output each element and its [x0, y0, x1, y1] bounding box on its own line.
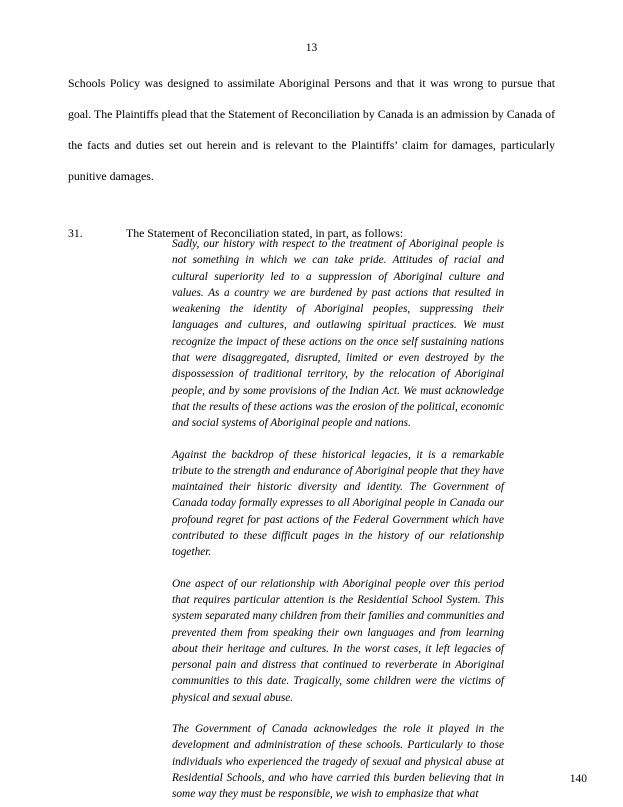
- quote-paragraph: Sadly, our history with respect to the treatment of Aboriginal people is not something in which we can take pride. Attitudes of racial and cultural superiority led to a suppression of Aboriginal culture and values. As a country we are burdened by past actions that resulted in weakening the identity of Aboriginal peoples, suppressing their languages and cultures, and outlawing spiritual practices. We must recognize the impact of these actions on the once self sustaining nations that were disaggregated, disrupted, limited or even destroyed by the dispossession of traditional territory, by the relocation of Aboriginal people, and by some provisions of the Indian Act. We must acknowledge that the results of these actions was the erosion of the political, economic and social systems of Aboriginal people and nations.: [172, 238, 504, 430]
- paragraph-number-text: The Statement of Reconciliation stated, in part, as follows:: [126, 226, 404, 240]
- page-number-header: 13: [305, 42, 318, 54]
- paragraph-continuation: Schools Policy was designed to assimilate Aboriginal Persons and that it was wrong to pursue that goal. The Plaintiffs plead that the Statement of Reconciliation by Canada is an admission by Canada of the facts and duties set out herein and is relevant to the Plaintiffs’ claim for damages, particularly punitive damages.: [68, 76, 555, 183]
- quote-paragraph: One aspect of our relationship with Aboriginal people over this period that requires particular attention is the Residential School System. This system separated many children from their families and communities and prevented them from speaking their own languages and from learning about their heritage and cultures. In the worst cases, it left legacies of personal pain and distress that continued to reverberate in Aboriginal communities to this date. Tragically, some children were the victims of physical and sexual abuse.: [172, 577, 504, 704]
- paragraph-number: 31.: [68, 226, 83, 240]
- page-footer-number: 140: [569, 773, 587, 785]
- quote-paragraph: Against the backdrop of these historical legacies, it is a remarkable tribute to the strength and endurance of Aboriginal people that they have maintained their historic diversity and identity. The Government of Canada today formally expresses to all Aboriginal people in Canada our profound regret for past actions of the Federal Government which have contributed to these difficult pages in the history of our relationship together.: [172, 448, 504, 559]
- body-text-block: [68, 68, 555, 249]
- quote-paragraph: The Government of Canada acknowledges the role it played in the development and administration of these schools. Particularly to those individuals who experienced the tragedy of sexual and physical abuse at Residential Schools, and who have carried this burden believing that in some way they must be responsible, we wish to emphasize that what: [172, 723, 504, 801]
- block-quotation: [172, 236, 504, 803]
